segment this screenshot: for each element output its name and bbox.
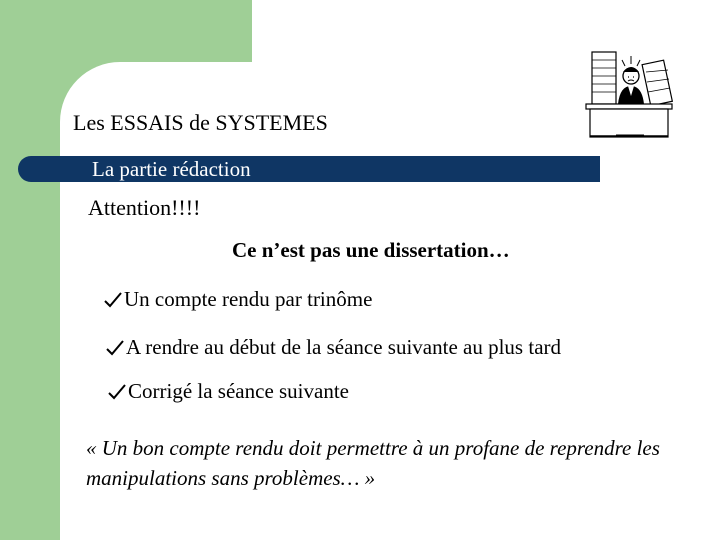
checklist-item-label: Corrigé la séance suivante — [128, 379, 349, 403]
decor-green-left-band — [0, 0, 60, 540]
checklist-item-label: Un compte rendu par trinôme — [124, 287, 373, 311]
checklist-item — [104, 287, 372, 314]
section-bar-label: La partie rédaction — [92, 157, 251, 181]
checkmark-icon — [104, 289, 124, 314]
checklist-item — [106, 335, 561, 362]
quote-text: « Un bon compte rendu doit permettre à un profane de reprendre les manipulations sans problèmes… » — [86, 436, 660, 490]
overworked-office-worker-icon — [582, 42, 676, 140]
slide-title: Les ESSAIS de SYSTEMES — [73, 110, 328, 135]
checkmark-icon — [106, 337, 126, 362]
subtitle-text: Ce n’est pas une dissertation… — [232, 238, 510, 262]
checklist-item — [108, 379, 349, 406]
checkmark-icon — [108, 381, 128, 406]
checklist-item-label: A rendre au début de la séance suivante au plus tard — [126, 335, 562, 359]
attention-text: Attention!!!! — [88, 195, 201, 220]
